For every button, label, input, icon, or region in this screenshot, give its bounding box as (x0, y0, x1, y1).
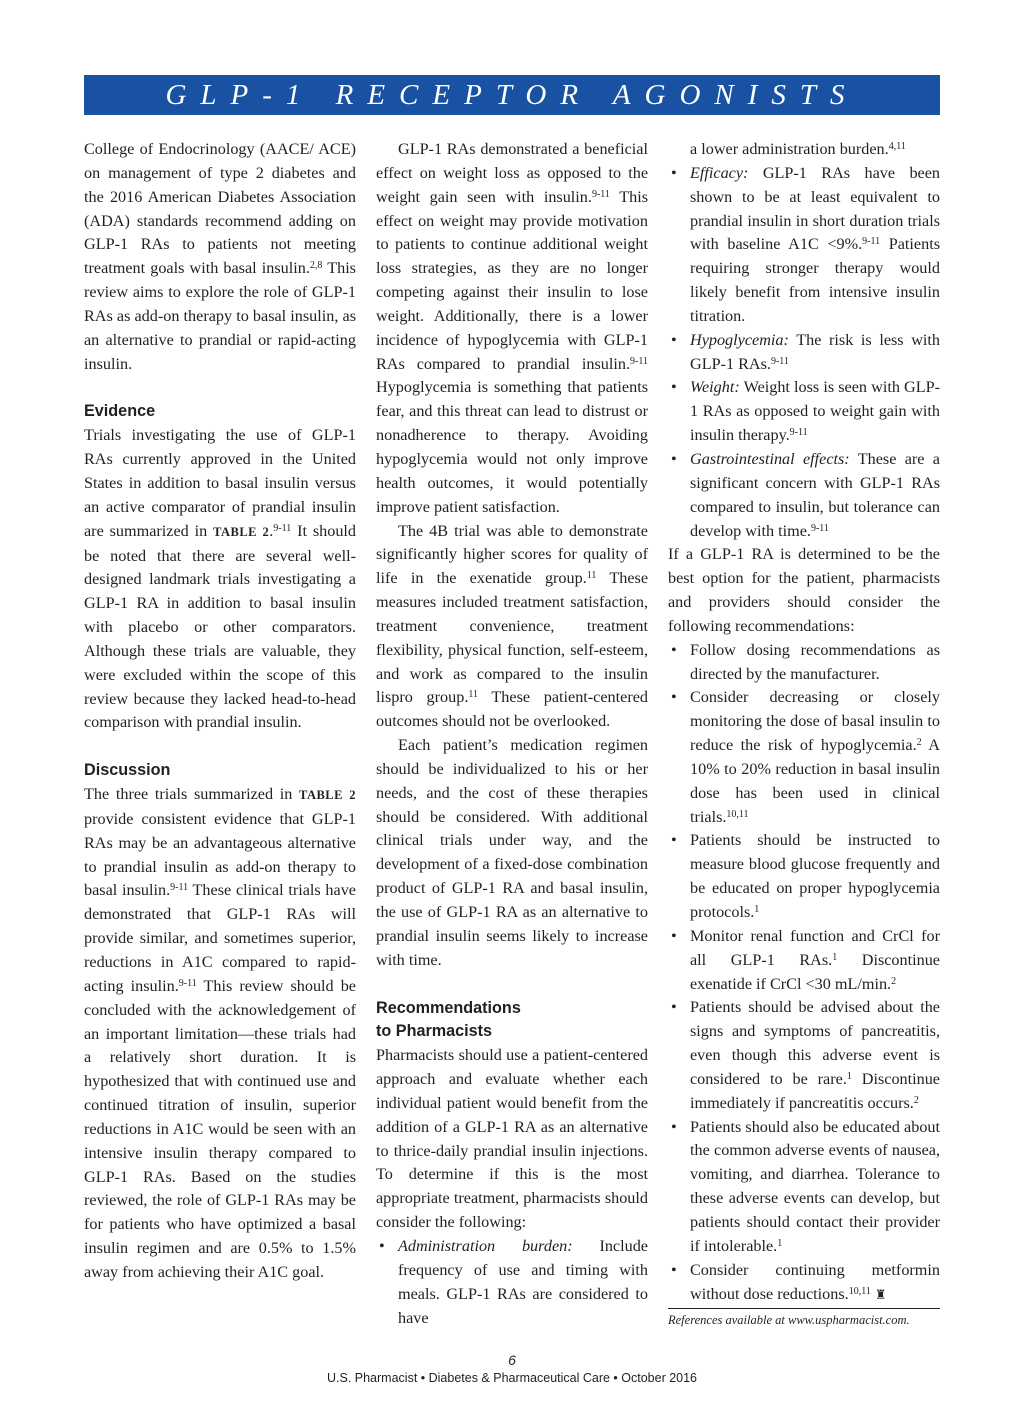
discussion-paragraph: The three trials summarized in TABLE 2 provide consistent evidence that GLP-1 RAs may be an advantageous alternative to prandial insulin as add-on therapy to basal insulin.$^{9-11}$ These clinical trials have demonstrated that GLP-1 RAs will provide similar, and sometimes superior, reductions in A1C compared to rapid-acting insulin.$^{9-11}$ This review should be concluded with the acknowledgement of an important limitation—these trials had a relatively short duration. It is hypothesized that with continued use and continued titration of insulin, superior reductions in A1C would be seen with an intensive insulin therapy compared to GLP-1 RAs. Based on the studies reviewed, the role of GLP-1 RAs may be for patients who have optimized a basal insulin regimen and are 0.5% to 1.5% away from achieving their A1C goal. (84, 785, 356, 1281)
list-item: • Monitor renal function and CrCl for all GLP-1 RAs.$^1$ Discontinue exenatide if CrCl <30 mL/min.$^2$ (668, 925, 940, 997)
column-2 (376, 138, 648, 1330)
evidence-heading: Evidence (84, 402, 156, 421)
list-item: • Weight: Weight loss is seen with GLP-1 RAs as opposed to weight gain with insulin therapy.$^{9-11}$ (668, 376, 940, 448)
recommendations-intro: Pharmacists should use a patient-centered approach and evaluate whether each individual patient would benefit from the addition of a GLP-1 RA as an alternative to thrice-daily prandial insulin injections. To determine if this is the most appropriate treatment, pharmacists should consider the following: (376, 1046, 648, 1232)
list-item: • Efficacy: GLP-1 RAs have been shown to be at least equivalent to prandial insulin in short duration trials with baseline A1C <9%.$^{9-11}$ Patients requiring stronger therapy would likely benefit from intensive insulin titration. (668, 162, 940, 329)
considerations-list-start (376, 1235, 648, 1330)
list-item: • Patients should be instructed to measure blood glucose frequently and be educated on proper hypoglycemia protocols.$^1$ (668, 829, 940, 924)
references-note: References available at www.uspharmacist.com. (668, 1308, 940, 1330)
page-number: 6 (508, 1352, 516, 1368)
list-item: • Follow dosing recommendations as directed by the manufacturer. (668, 639, 940, 687)
recommendations-list (668, 639, 940, 1307)
recommendations-heading: Recommendations to Pharmacists (376, 998, 521, 1041)
individualized-regimen-paragraph: Each patient’s medication regimen should be individualized to his or her needs, and the cost of these therapies should be considered. With additional clinical trials under way, and the development of a fixed-dose combination product of GLP-1 RA and basal insulin, the use of GLP-1 RA as an alternative to prandial insulin seems likely to increase with time. (376, 736, 648, 969)
quality-of-life-paragraph: The 4B trial was able to demonstrate significantly higher scores for quality of life in the exenatide group.$^{11}$ These measures included treatment satisfaction, treatment convenience, treatment flexibility, physical function, self-esteem, and work as compared to the insulin lispro group.$^{11}$ These patient-centered outcomes should not be overlooked. (376, 521, 649, 731)
list-item: • Patients should be advised about the signs and symptoms of pancreatitis, even though this adverse event is considered to be rare.$^1$ Discontinue immediately if pancreatitis occurs.$^2$ (668, 996, 940, 1115)
table-reference: TABLE 2 (299, 788, 356, 803)
discussion-heading: Discussion (84, 761, 171, 780)
end-of-article-icon: ♜ (874, 1286, 887, 1302)
list-item: • Consider decreasing or closely monitoring the dose of basal insulin to reduce the risk of hypoglycemia.$^2$ A 10% to 20% reduction in basal insulin dose has been used in clinical trials.$^{10,11}$ (668, 686, 940, 829)
table-reference: TABLE 2 (213, 524, 270, 539)
weight-paragraph: GLP-1 RAs demonstrated a beneficial effect on weight loss as opposed to the weight gain seen with insulin.$^{9-11}$ This effect on weight may provide motivation to patients to continue additional weight loss strategies, as they are no longer competing against their insulin to lose weight. Additionally, there is a lower incidence of hypoglycemia with GLP-1 RAs compared to prandial insulin.$^{9-11}$ Hypoglycemia is something that patients fear, and this threat can lead to distrust or nonadherence to therapy. Avoiding hypoglycemia would not only improve health outcomes, it would potentially improve patient satisfaction. (376, 140, 648, 516)
section-header-bar: GLP-1 RECEPTOR AGONISTS (84, 75, 940, 115)
recommendations-lead-in: If a GLP-1 RA is determined to be the best option for the patient, pharmacists and providers should consider the following recommendations: (668, 545, 940, 635)
column-3 (668, 138, 940, 1330)
list-item-continued: a lower administration burden.$^{4,11}$ (690, 140, 906, 158)
list-item: • Administration burden: Include frequency of use and timing with meals. GLP-1 RAs are considered to have (376, 1235, 648, 1330)
column-1 (84, 138, 356, 1285)
list-item: • Hypoglycemia: The risk is less with GLP-1 RAs.$^{9-11}$ (668, 329, 940, 377)
list-item: • Gastrointestinal effects: These are a significant concern with GLP-1 RAs compared to insulin, but tolerance can develop with time.$^{9-11}$ (668, 448, 940, 543)
evidence-paragraph: Trials investigating the use of GLP-1 RAs currently approved in the United States in addition to basal insulin versus an active comparator of prandial insulin are summarized in TABLE 2.$^{9-11}$ It should be noted that there are several well-designed landmark trials investigating a GLP-1 RA in addition to basal insulin with placebo or other comparators. Although these trials are valuable, they were excluded within the scope of this review because they lacked head-to-head comparison with prandial insulin. (84, 426, 357, 732)
intro-paragraph: College of Endocrinology (AACE/ ACE) on management of type 2 diabetes and the 2016 American Diabetes Association (ADA) standards recommend adding on GLP-1 RAs to patients not meeting treatment goals with basal insulin.$^{2,8}$ This review aims to explore the role of GLP-1 RAs as add-on therapy to basal insulin, as an alternative to prandial or rapid-acting insulin. (84, 140, 356, 373)
list-item: • Consider continuing metformin without dose reductions.$^{10,11}$ ♜ (668, 1259, 940, 1307)
considerations-list (668, 138, 940, 543)
publication-footer: U.S. Pharmacist • Diabetes & Pharmaceutical Care • October 2016 (326, 1371, 698, 1385)
list-item: • Patients should also be educated about the common adverse events of nausea, vomiting, and diarrhea. Tolerance to these adverse events can develop, but patients should contact their provider if intolerable.$^1$ (668, 1116, 940, 1259)
